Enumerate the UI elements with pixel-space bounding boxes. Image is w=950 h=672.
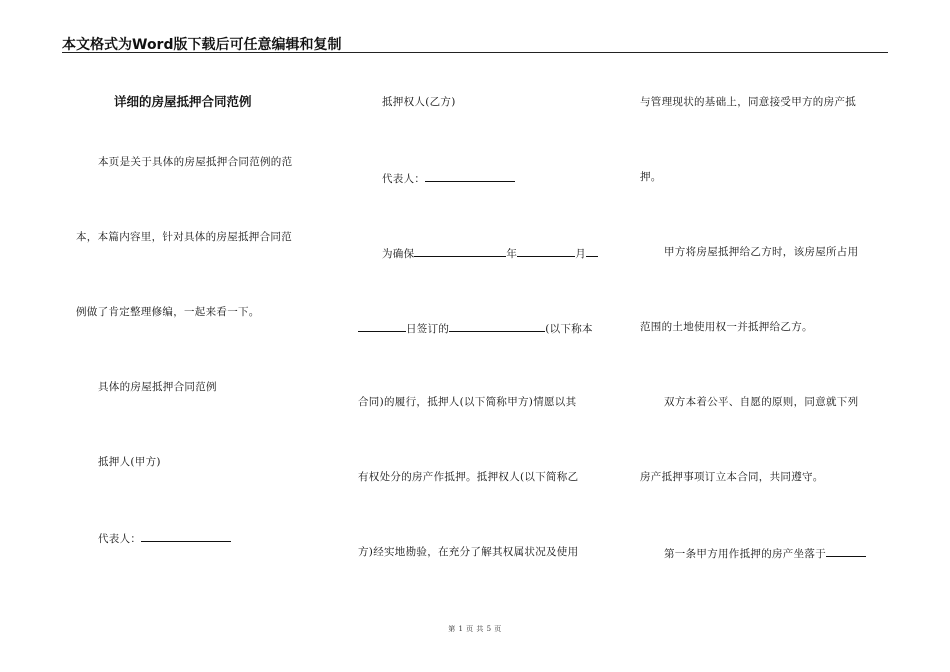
year-label: 年	[506, 248, 518, 260]
col3-line-3: 甲方将房屋抵押给乙方时，该房屋所占用	[664, 246, 859, 258]
property-location-label: 第一条甲方用作抵押的房产坐落于	[664, 548, 826, 560]
col2-line-1: 抵押权人(乙方)	[382, 96, 456, 108]
col3-line-4: 范围的土地使用权一并抵押给乙方。	[640, 321, 813, 333]
col1-line-2: 本，本篇内容里，针对具体的房屋抵押合同范	[76, 231, 292, 243]
day-blank-cont	[358, 320, 406, 332]
col2-line-4	[358, 320, 593, 336]
col3-line-1: 与管理现状的基础上，同意接受甲方的房产抵	[640, 96, 856, 108]
col1-line-5: 抵押人(甲方)	[98, 456, 161, 468]
page-number: 第 1 页 共 5 页	[448, 625, 502, 633]
col2-line-7: 方)经实地勘验，在充分了解其权属状况及使用	[358, 546, 579, 558]
day-blank	[586, 245, 598, 257]
col2-line-5: 合同)的履行，抵押人(以下简称甲方)情愿以其	[358, 396, 577, 408]
col1-line-1: 本页是关于具体的房屋抵押合同范例的范	[98, 156, 293, 168]
col1-line-6	[98, 530, 231, 546]
contract-blank	[449, 320, 545, 332]
col3-line-6: 房产抵押事项订立本合同，共同遵守。	[640, 471, 824, 483]
col3-line-2: 押。	[640, 171, 662, 183]
col2-line-6: 有权处分的房产作抵押。抵押权人(以下简称乙	[358, 471, 579, 483]
col3-line-5: 双方本着公平、自愿的原则，同意就下列	[664, 396, 859, 408]
header-divider	[62, 52, 888, 53]
representative-label: 代表人：	[382, 173, 426, 185]
col2-line-2	[382, 170, 515, 186]
page-header: 本文格式为Word版下载后可任意编辑和复制	[62, 37, 342, 53]
col3-line-7	[664, 545, 866, 561]
month-blank	[517, 245, 575, 257]
representative-blank	[425, 170, 515, 182]
year-blank	[414, 245, 506, 257]
representative-label: 代表人：	[98, 533, 142, 545]
signed-label: 日签订的	[406, 323, 450, 335]
representative-blank	[141, 530, 231, 542]
contract-alias: (以下称本	[545, 323, 593, 335]
col1-line-3: 例做了肯定整理修编，一起来看一下。	[76, 306, 260, 318]
location-blank	[826, 545, 866, 557]
ensure-label: 为确保	[382, 248, 415, 260]
col2-line-3	[382, 245, 598, 261]
month-label: 月	[575, 248, 587, 260]
col1-line-4: 具体的房屋抵押合同范例	[98, 381, 217, 393]
document-title: 详细的房屋抵押合同范例	[114, 94, 252, 109]
